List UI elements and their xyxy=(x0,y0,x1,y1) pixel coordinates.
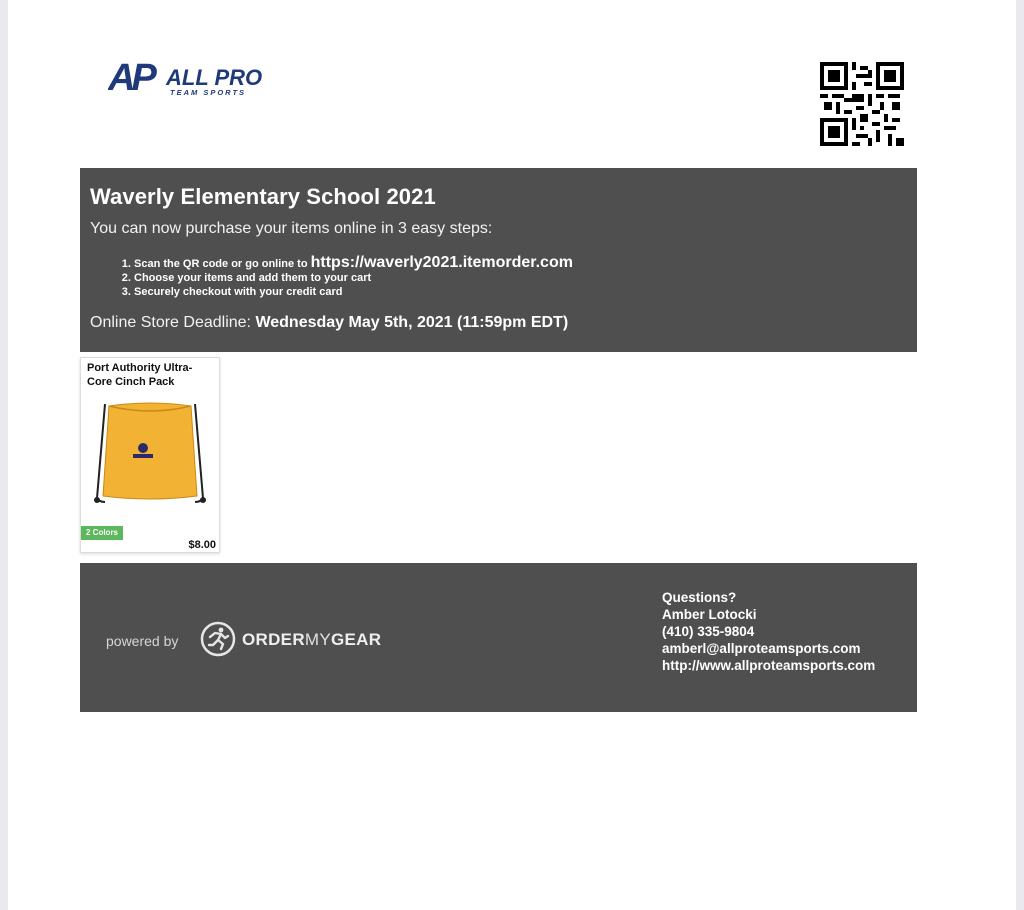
colors-badge: 2 Colors xyxy=(81,526,123,540)
ordermygear-logo: ORDERMYGEAR xyxy=(242,630,382,649)
contact-email[interactable]: amberl@allproteamsports.com xyxy=(662,641,861,656)
contact-heading: Questions? xyxy=(662,590,737,605)
contact-name: Amber Lotocki xyxy=(662,607,757,622)
step-2: 2. Choose your items and add them to your cart xyxy=(134,271,573,285)
order-form-sheet xyxy=(8,0,1016,910)
contact-info xyxy=(662,589,875,674)
all-pro-logo xyxy=(108,54,268,100)
svg-text:TEAM SPORTS: TEAM SPORTS xyxy=(170,88,247,97)
deadline-value: Wednesday May 5th, 2021 (11:59pm EDT) xyxy=(255,314,569,331)
contact-phone[interactable]: (410) 335-9804 xyxy=(662,624,755,639)
product-name: Port Authority Ultra-Core Cinch Pack xyxy=(87,362,193,388)
runner-icon xyxy=(200,621,236,657)
steps-list xyxy=(112,256,573,299)
contact-website[interactable]: http://www.allproteamsports.com xyxy=(662,658,876,673)
qr-code-icon[interactable] xyxy=(820,62,904,146)
svg-text:ALL PRO: ALL PRO xyxy=(166,65,263,90)
deadline-label: Online Store Deadline: xyxy=(90,314,256,331)
school-title: Waverly Elementary School 2021 xyxy=(90,184,436,209)
cinch-bag-image[interactable] xyxy=(87,398,213,510)
product-card[interactable] xyxy=(80,357,220,553)
powered-by-label: powered by xyxy=(106,633,179,649)
step-1: 1. Scan the QR code or go online to https://waverly2021.itemorder.com xyxy=(134,256,573,271)
svg-text:AP: AP xyxy=(108,57,153,99)
store-url-link[interactable]: https://waverly2021.itemorder.com xyxy=(310,254,573,271)
product-price: $8.00 xyxy=(188,539,216,551)
footer-banner xyxy=(80,563,917,712)
intro-text: You can now purchase your items online in 3 easy steps: xyxy=(90,220,493,237)
step-3: 3. Securely checkout with your credit card xyxy=(134,285,573,299)
deadline xyxy=(90,314,568,332)
store-info-banner xyxy=(80,168,917,352)
